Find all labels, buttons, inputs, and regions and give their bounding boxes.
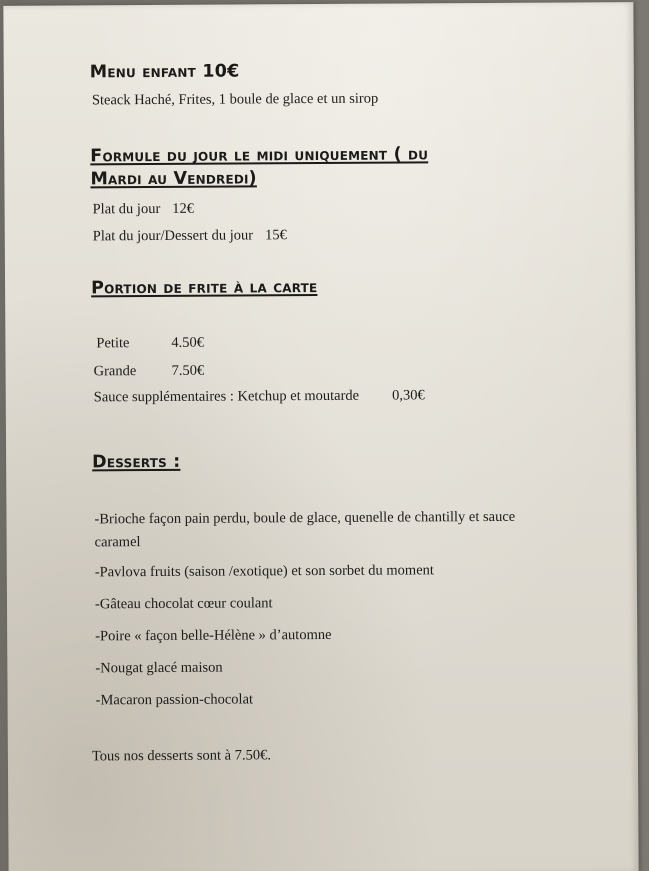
formule-title-line2: Mardi au Vendredi) bbox=[90, 168, 257, 190]
menu-sheet bbox=[3, 2, 638, 871]
dessert-item: -Nougat glacé maison bbox=[95, 659, 223, 677]
formule-item bbox=[93, 223, 571, 246]
menu-content bbox=[90, 54, 574, 766]
frites-item bbox=[96, 330, 571, 353]
formule-item-price: 12€ bbox=[172, 200, 195, 217]
dessert-item: -Pavlova fruits (saison /exotique) et son sorbet du moment bbox=[94, 562, 434, 581]
kids-menu-title: Menu enfant 10€ bbox=[89, 61, 240, 83]
formule-title-line1: Formule du jour le midi uniquement ( du bbox=[90, 144, 429, 167]
formule-item-label: Plat du jour bbox=[92, 200, 161, 218]
frites-item-label: Petite bbox=[96, 335, 130, 352]
frites-item-price: 7.50€ bbox=[171, 362, 205, 379]
dessert-item: -Brioche façon pain perdu, boule de glace, quenelle de chantilly et sauce bbox=[94, 508, 516, 528]
frites-item-price: 0,30€ bbox=[392, 387, 425, 404]
frites-item-price: 4.50€ bbox=[171, 334, 205, 351]
formule-item bbox=[93, 196, 571, 219]
dessert-item: -Poire « façon belle-Hélène » d’automne bbox=[95, 626, 332, 645]
frites-item-label: Grande bbox=[93, 363, 137, 380]
dessert-item: -Macaron passion-chocolat bbox=[95, 691, 254, 709]
dessert-item-continuation: caramel bbox=[94, 534, 141, 551]
frites-title: Portion de frite à la carte bbox=[91, 277, 318, 299]
formule-item-price: 15€ bbox=[265, 227, 287, 244]
kids-menu-description: Steack Haché, Frites, 1 boule de glace et un sirop bbox=[91, 90, 379, 109]
frites-item bbox=[94, 358, 572, 381]
desserts-title: Desserts : bbox=[92, 451, 181, 473]
frites-item bbox=[94, 384, 572, 407]
frites-item-label: Sauce supplémentaires : Ketchup et moutarde bbox=[93, 387, 360, 406]
formule-item-label: Plat du jour/Dessert du jour bbox=[92, 227, 254, 245]
dessert-item: -Gâteau chocolat cœur coulant bbox=[94, 595, 273, 613]
desserts-price-note: Tous nos desserts sont à 7.50€. bbox=[91, 747, 272, 765]
